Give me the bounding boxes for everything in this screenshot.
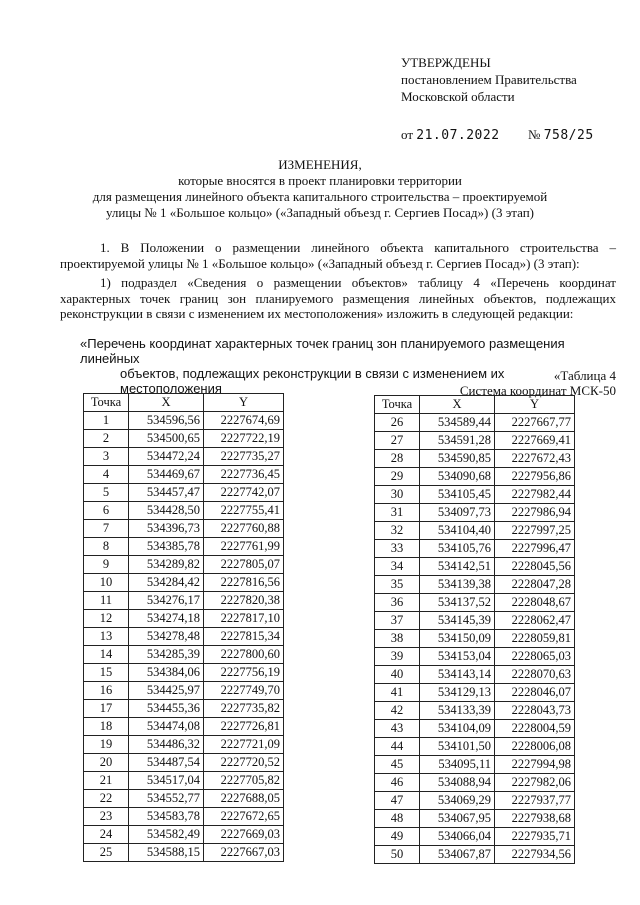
point-number: 42: [375, 702, 420, 720]
table-row: [375, 756, 575, 774]
y-coordinate: 2227997,25: [495, 522, 575, 540]
x-coordinate: 534583,78: [129, 808, 204, 826]
title-line-2: для размещения линейного объекта капитального строительства – проектируемой: [92, 189, 548, 204]
y-coordinate: 2227688,05: [204, 790, 284, 808]
x-coordinate: 534486,32: [129, 736, 204, 754]
point-number: 9: [84, 556, 129, 574]
point-number: 33: [375, 540, 420, 558]
x-coordinate: 534425,97: [129, 682, 204, 700]
point-number: 3: [84, 448, 129, 466]
point-number: 50: [375, 846, 420, 864]
point-number: 18: [84, 718, 129, 736]
y-coordinate: 2227726,81: [204, 718, 284, 736]
title-heading: ИЗМЕНЕНИЯ,: [278, 157, 362, 172]
y-coordinate: 2227996,47: [495, 540, 575, 558]
table-row: [375, 846, 575, 864]
x-coordinate: 534145,39: [420, 612, 495, 630]
table-row: [375, 810, 575, 828]
table-row: [84, 556, 284, 574]
x-coordinate: 534428,50: [129, 502, 204, 520]
table-row: [84, 484, 284, 502]
point-number: 32: [375, 522, 420, 540]
table-row: [375, 738, 575, 756]
point-number: 14: [84, 646, 129, 664]
y-coordinate: 2228062,47: [495, 612, 575, 630]
y-coordinate: 2227820,38: [204, 592, 284, 610]
x-coordinate: 534143,14: [420, 666, 495, 684]
table-row: [84, 466, 284, 484]
table-header-row: [375, 396, 575, 414]
point-number: 24: [84, 826, 129, 844]
x-coordinate: 534067,87: [420, 846, 495, 864]
point-number: 43: [375, 720, 420, 738]
table-heading-line-2: объектов, подлежащих реконструкции в связи с изменением их местоположения: [120, 366, 505, 396]
point-number: 10: [84, 574, 129, 592]
table-row: [375, 414, 575, 432]
point-number: 28: [375, 450, 420, 468]
point-number: 22: [84, 790, 129, 808]
table-row: [375, 450, 575, 468]
y-coordinate: 2227756,19: [204, 664, 284, 682]
y-coordinate: 2228048,67: [495, 594, 575, 612]
y-coordinate: 2227669,03: [204, 826, 284, 844]
y-coordinate: 2227742,07: [204, 484, 284, 502]
table-row: [375, 468, 575, 486]
x-coordinate: 534095,11: [420, 756, 495, 774]
y-coordinate: 2227760,88: [204, 520, 284, 538]
table-row: [375, 702, 575, 720]
table-row: [84, 664, 284, 682]
table-row: [84, 826, 284, 844]
table-row: [84, 502, 284, 520]
x-coordinate: 534142,51: [420, 558, 495, 576]
header-y: Y: [204, 394, 284, 412]
point-number: 38: [375, 630, 420, 648]
table-row: [375, 576, 575, 594]
table-row: [84, 628, 284, 646]
y-coordinate: 2227994,98: [495, 756, 575, 774]
approval-block: [401, 54, 594, 144]
table-row: [375, 558, 575, 576]
paragraph-1: 1. В Положении о размещении линейного объекта капитального строительства – проектируемой улицы № 1 «Большое кольцо» («Западный объезд г. Сергиев Посад») (3 этап):: [60, 240, 616, 271]
point-number: 26: [375, 414, 420, 432]
y-coordinate: 2227722,19: [204, 430, 284, 448]
table-label: «Таблица 4: [553, 368, 616, 383]
table-row: [84, 808, 284, 826]
point-number: 30: [375, 486, 420, 504]
table-row: [84, 772, 284, 790]
y-coordinate: 2228070,63: [495, 666, 575, 684]
table-heading-line-1: «Перечень координат характерных точек границ зон планируемого размещения линейных: [80, 336, 565, 366]
coordinates-table-right: [374, 395, 575, 864]
table-row: [375, 486, 575, 504]
y-coordinate: 2227667,03: [204, 844, 284, 862]
point-number: 13: [84, 628, 129, 646]
y-coordinate: 2227986,94: [495, 504, 575, 522]
x-coordinate: 534104,40: [420, 522, 495, 540]
x-coordinate: 534455,36: [129, 700, 204, 718]
table-row: [375, 666, 575, 684]
y-coordinate: 2227815,34: [204, 628, 284, 646]
table-row: [84, 646, 284, 664]
y-coordinate: 2227982,44: [495, 486, 575, 504]
table-row: [375, 612, 575, 630]
point-number: 40: [375, 666, 420, 684]
table-row: [84, 520, 284, 538]
x-coordinate: 534104,09: [420, 720, 495, 738]
y-coordinate: 2227937,77: [495, 792, 575, 810]
x-coordinate: 534090,68: [420, 468, 495, 486]
point-number: 31: [375, 504, 420, 522]
x-coordinate: 534284,42: [129, 574, 204, 592]
point-number: 44: [375, 738, 420, 756]
table-row: [84, 718, 284, 736]
y-coordinate: 2228059,81: [495, 630, 575, 648]
x-coordinate: 534582,49: [129, 826, 204, 844]
x-coordinate: 534596,56: [129, 412, 204, 430]
table-row: [84, 844, 284, 862]
point-number: 25: [84, 844, 129, 862]
x-coordinate: 534067,95: [420, 810, 495, 828]
y-coordinate: 2228004,59: [495, 720, 575, 738]
y-coordinate: 2227956,86: [495, 468, 575, 486]
y-coordinate: 2228046,07: [495, 684, 575, 702]
point-number: 29: [375, 468, 420, 486]
table-row: [84, 736, 284, 754]
y-coordinate: 2227755,41: [204, 502, 284, 520]
point-number: 35: [375, 576, 420, 594]
x-coordinate: 534150,09: [420, 630, 495, 648]
x-coordinate: 534066,04: [420, 828, 495, 846]
table-row: [84, 592, 284, 610]
x-coordinate: 534457,47: [129, 484, 204, 502]
table-header-row: [84, 394, 284, 412]
x-coordinate: 534385,78: [129, 538, 204, 556]
table-row: [84, 574, 284, 592]
point-number: 6: [84, 502, 129, 520]
y-coordinate: 2227938,68: [495, 810, 575, 828]
approval-line-1: постановлением Правительства: [401, 72, 577, 87]
x-coordinate: 534591,28: [420, 432, 495, 450]
point-number: 8: [84, 538, 129, 556]
y-coordinate: 2228006,08: [495, 738, 575, 756]
table-row: [375, 522, 575, 540]
table-caption: [460, 368, 616, 398]
y-coordinate: 2227721,09: [204, 736, 284, 754]
y-coordinate: 2228043,73: [495, 702, 575, 720]
x-coordinate: 534472,24: [129, 448, 204, 466]
y-coordinate: 2227674,69: [204, 412, 284, 430]
point-number: 41: [375, 684, 420, 702]
y-coordinate: 2227672,43: [495, 450, 575, 468]
number-prefix: №: [528, 127, 541, 142]
header-y: Y: [495, 396, 575, 414]
point-number: 2: [84, 430, 129, 448]
table-row: [375, 684, 575, 702]
x-coordinate: 534097,73: [420, 504, 495, 522]
y-coordinate: 2227705,82: [204, 772, 284, 790]
approval-line-2: Московской области: [401, 89, 515, 104]
table-row: [375, 594, 575, 612]
point-number: 11: [84, 592, 129, 610]
x-coordinate: 534105,76: [420, 540, 495, 558]
coordinate-system: Система координат МСК-50: [459, 383, 616, 398]
y-coordinate: 2227817,10: [204, 610, 284, 628]
y-coordinate: 2227736,45: [204, 466, 284, 484]
table-row: [84, 754, 284, 772]
point-number: 16: [84, 682, 129, 700]
point-number: 48: [375, 810, 420, 828]
x-coordinate: 534500,65: [129, 430, 204, 448]
x-coordinate: 534137,52: [420, 594, 495, 612]
y-coordinate: 2227735,82: [204, 700, 284, 718]
y-coordinate: 2227934,56: [495, 846, 575, 864]
x-coordinate: 534590,85: [420, 450, 495, 468]
x-coordinate: 534276,17: [129, 592, 204, 610]
table-row: [84, 700, 284, 718]
x-coordinate: 534469,67: [129, 466, 204, 484]
coordinates-table-left: [83, 393, 284, 862]
y-coordinate: 2227805,07: [204, 556, 284, 574]
table-row: [84, 448, 284, 466]
point-number: 1: [84, 412, 129, 430]
y-coordinate: 2228045,56: [495, 558, 575, 576]
y-coordinate: 2227667,77: [495, 414, 575, 432]
x-coordinate: 534139,38: [420, 576, 495, 594]
point-number: 17: [84, 700, 129, 718]
point-number: 4: [84, 466, 129, 484]
title-line-1: которые вносятся в проект планировки территории: [178, 173, 462, 188]
x-coordinate: 534396,73: [129, 520, 204, 538]
table-row: [84, 682, 284, 700]
point-number: 46: [375, 774, 420, 792]
approval-date: 21.07.2022: [416, 128, 500, 143]
approval-heading: УТВЕРЖДЕНЫ: [401, 55, 491, 70]
y-coordinate: 2227935,71: [495, 828, 575, 846]
y-coordinate: 2227749,70: [204, 682, 284, 700]
point-number: 27: [375, 432, 420, 450]
header-point: Точка: [375, 396, 420, 414]
header-x: X: [420, 396, 495, 414]
point-number: 15: [84, 664, 129, 682]
y-coordinate: 2227735,27: [204, 448, 284, 466]
table-row: [375, 504, 575, 522]
y-coordinate: 2228047,28: [495, 576, 575, 594]
x-coordinate: 534289,82: [129, 556, 204, 574]
x-coordinate: 534285,39: [129, 646, 204, 664]
y-coordinate: 2227816,56: [204, 574, 284, 592]
table-row: [375, 774, 575, 792]
point-number: 7: [84, 520, 129, 538]
point-number: 19: [84, 736, 129, 754]
x-coordinate: 534274,18: [129, 610, 204, 628]
point-number: 20: [84, 754, 129, 772]
point-number: 37: [375, 612, 420, 630]
point-number: 5: [84, 484, 129, 502]
table-row: [375, 648, 575, 666]
y-coordinate: 2227672,65: [204, 808, 284, 826]
table-row: [84, 790, 284, 808]
y-coordinate: 2227720,52: [204, 754, 284, 772]
point-number: 21: [84, 772, 129, 790]
header-x: X: [129, 394, 204, 412]
y-coordinate: 2227761,99: [204, 538, 284, 556]
paragraph-2: 1) подраздел «Сведения о размещении объектов» таблицу 4 «Перечень координат характерных точек границ зон планируемого размещения линейных объектов, подлежащих реконструкции в связи с изменением их местоположения» изложить в следующей редакции:: [60, 275, 616, 321]
point-number: 12: [84, 610, 129, 628]
x-coordinate: 534069,29: [420, 792, 495, 810]
y-coordinate: 2227669,41: [495, 432, 575, 450]
x-coordinate: 534278,48: [129, 628, 204, 646]
point-number: 23: [84, 808, 129, 826]
y-coordinate: 2227800,60: [204, 646, 284, 664]
header-point: Точка: [84, 394, 129, 412]
point-number: 39: [375, 648, 420, 666]
approval-date-line: [401, 126, 594, 144]
table-row: [375, 540, 575, 558]
x-coordinate: 534589,44: [420, 414, 495, 432]
title-line-3: улицы № 1 «Большое кольцо» («Западный объезд г. Сергиев Посад») (3 этап): [105, 205, 534, 220]
point-number: 49: [375, 828, 420, 846]
document-title: [60, 157, 580, 221]
table-row: [84, 412, 284, 430]
approval-number: 758/25: [543, 128, 594, 143]
x-coordinate: 534101,50: [420, 738, 495, 756]
x-coordinate: 534088,94: [420, 774, 495, 792]
x-coordinate: 534517,04: [129, 772, 204, 790]
x-coordinate: 534552,77: [129, 790, 204, 808]
y-coordinate: 2228065,03: [495, 648, 575, 666]
point-number: 47: [375, 792, 420, 810]
x-coordinate: 534153,04: [420, 648, 495, 666]
table-row: [84, 538, 284, 556]
x-coordinate: 534474,08: [129, 718, 204, 736]
point-number: 45: [375, 756, 420, 774]
table-row: [375, 828, 575, 846]
date-prefix: от: [401, 127, 414, 142]
table-row: [375, 630, 575, 648]
table-row: [375, 792, 575, 810]
x-coordinate: 534588,15: [129, 844, 204, 862]
x-coordinate: 534129,13: [420, 684, 495, 702]
point-number: 34: [375, 558, 420, 576]
x-coordinate: 534133,39: [420, 702, 495, 720]
point-number: 36: [375, 594, 420, 612]
table-row: [375, 432, 575, 450]
table-row: [84, 610, 284, 628]
table-row: [84, 430, 284, 448]
x-coordinate: 534105,45: [420, 486, 495, 504]
y-coordinate: 2227982,06: [495, 774, 575, 792]
table-row: [375, 720, 575, 738]
x-coordinate: 534384,06: [129, 664, 204, 682]
x-coordinate: 534487,54: [129, 754, 204, 772]
